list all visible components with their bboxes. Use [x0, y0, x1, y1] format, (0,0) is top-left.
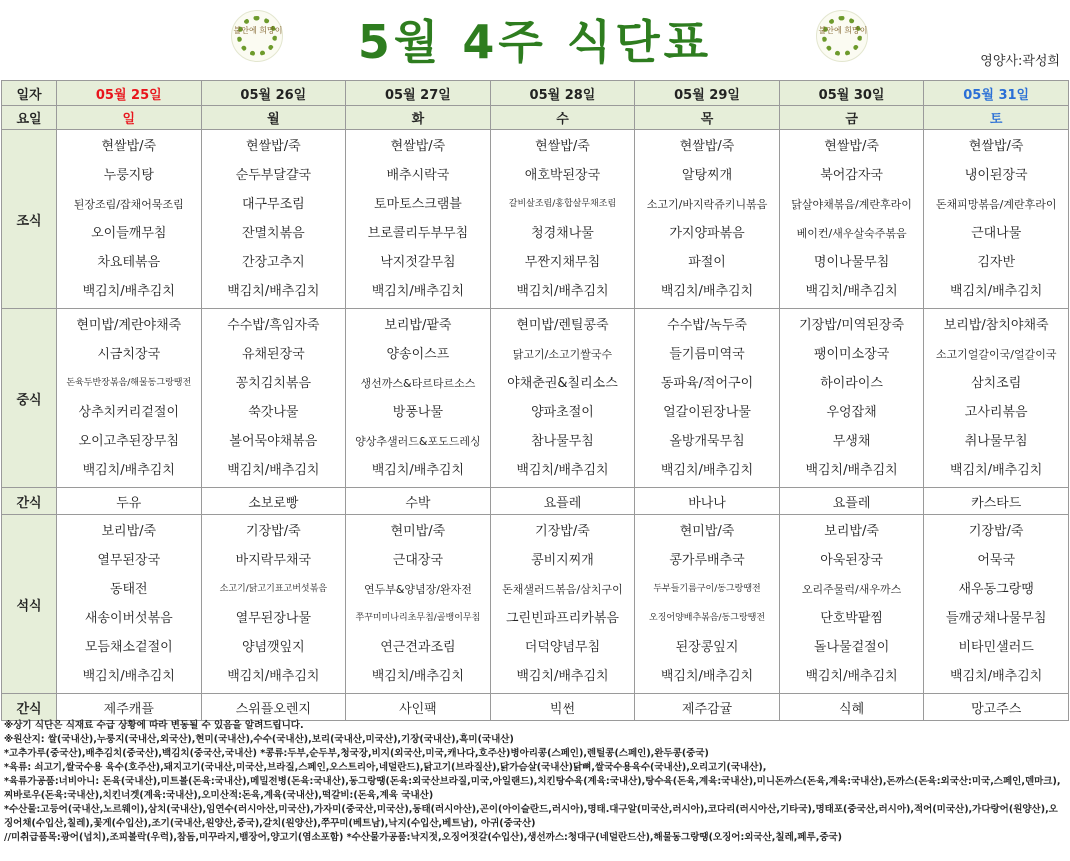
- menu-item: 보리밥/죽: [824, 524, 879, 539]
- menu-item: 백김치/배추김치: [227, 284, 320, 299]
- menu-item: 북어감자국: [820, 168, 883, 183]
- menu-item: 소고기/닭고기표고버섯볶음: [219, 584, 328, 594]
- menu-item: 취나물무침: [964, 434, 1028, 449]
- menu-item: 무짠지채무침: [524, 255, 601, 270]
- menu-item: 쑥갓나물: [248, 405, 299, 420]
- menu-item: 백김치/배추김치: [82, 463, 175, 478]
- menu-item: 쭈꾸미미나리초무침/골뱅이무침: [355, 613, 481, 623]
- meal-cell: [490, 130, 635, 309]
- menu-item: 백김치/배추김치: [805, 669, 898, 684]
- date-header: 05월 28일: [490, 81, 635, 106]
- menu-item: 닭살야채볶음/계란후라이: [791, 198, 912, 211]
- menu-item: 근대나물: [971, 226, 1022, 241]
- menu-item: 꽁치김치볶음: [235, 376, 312, 391]
- meal-cell: [635, 130, 780, 309]
- weekday-header: 금: [779, 106, 924, 130]
- menu-item: 열무된장나물: [235, 611, 312, 626]
- meal-cell: [490, 309, 635, 488]
- menu-item: 시금치장국: [97, 347, 161, 362]
- menu-item: 차요테볶음: [97, 255, 161, 270]
- snack-row: [2, 694, 1069, 721]
- row-label-day: 요일: [2, 106, 57, 130]
- breakfast-row: [2, 130, 1069, 309]
- row-label-lunch: 중식: [2, 309, 57, 488]
- menu-item: 하이라이스: [820, 376, 883, 391]
- dinner-row: [2, 515, 1069, 694]
- menu-item: 백김치/배추김치: [950, 669, 1043, 684]
- meal-cell: [779, 309, 924, 488]
- menu-item: 닭고기/소고기쌀국수: [512, 348, 613, 361]
- menu-item: 콩가루배추국: [669, 553, 745, 568]
- weekday-header: 목: [635, 106, 780, 130]
- snack-cell: 요플레: [779, 488, 924, 515]
- date-header: 05월 31일: [924, 81, 1069, 106]
- menu-item: 현쌀밥/죽: [535, 139, 590, 154]
- logo-text: 불안에 희망이: [233, 26, 283, 35]
- menu-item: 아욱된장국: [820, 553, 883, 568]
- menu-item: 현미밥/죽: [679, 524, 735, 539]
- menu-item: 간장고추지: [241, 255, 305, 270]
- menu-item: 현쌀밥/죽: [968, 139, 1024, 154]
- menu-item: 두부들기름구이/동그랑땡전: [653, 584, 761, 594]
- menu-item: 열무된장국: [97, 553, 161, 568]
- meal-cell: [924, 515, 1069, 694]
- menu-item: 현미밥/죽: [390, 524, 446, 539]
- lunch-row: [2, 309, 1069, 488]
- menu-item: 백김치/배추김치: [950, 463, 1043, 478]
- menu-item: 무생채: [832, 434, 871, 449]
- menu-item: 백김치/배추김치: [82, 284, 175, 299]
- weekday-header: 월: [201, 106, 346, 130]
- menu-item: 바지락무채국: [235, 553, 312, 568]
- note-line: //미취급품목:광어(넙치),조피볼락(우럭),참돔,미꾸라지,뱀장어,양고기(염소포함) *수산물가공품:낙지젓,오징어젓갈(수입산),생선까스:청대구(네덜란드산),해물동그랑땡(오징어:외국산,칠레,페루,중국): [4, 832, 843, 843]
- menu-item: 우엉잡채: [826, 405, 877, 420]
- menu-item: 동파육/적어구이: [660, 376, 754, 391]
- menu-item: 야채춘권&칠리소스: [507, 376, 618, 391]
- menu-item: 오징어양배추볶음/동그랑땡전: [649, 613, 766, 623]
- snack-cell: 사인팩: [346, 694, 491, 721]
- menu-item: 백김치/배추김치: [227, 669, 320, 684]
- snack-cell: 식혜: [779, 694, 924, 721]
- menu-item: 어묵국: [977, 553, 1016, 568]
- menu-table: [1, 80, 1069, 721]
- menu-item: 잔멸치볶음: [241, 226, 305, 241]
- menu-item: 양념깻잎지: [241, 640, 305, 655]
- menu-item: 소고기얼갈이국/얼갈이국: [935, 348, 1057, 361]
- menu-item: 보리밥/참치야채죽: [943, 318, 1049, 333]
- menu-item: 누룽지탕: [103, 168, 154, 183]
- menu-item: 현쌀밥/죽: [390, 139, 446, 154]
- day-row: [2, 106, 1069, 130]
- origin-notes: [4, 719, 1066, 845]
- menu-item: 백김치/배추김치: [82, 669, 175, 684]
- menu-item: 돈채샐러드볶음/삼치구이: [502, 583, 623, 596]
- menu-item: 알탕찌개: [681, 168, 733, 183]
- meal-cell: [57, 309, 202, 488]
- date-header: 05월 27일: [346, 81, 491, 106]
- header: [0, 0, 1070, 74]
- menu-item: 연두부&양념장/완자전: [363, 583, 472, 596]
- menu-item: 기장밥/미역된장죽: [799, 318, 905, 333]
- menu-item: 소고기/바지락쥬키니볶음: [646, 198, 768, 211]
- menu-item: 갈비살조림/홍합살무채조림: [508, 199, 617, 209]
- meal-cell: [346, 515, 491, 694]
- menu-item: 수수밥/흑임자죽: [227, 318, 320, 333]
- snack-cell: 망고주스: [924, 694, 1069, 721]
- menu-item: 가지양파볶음: [669, 226, 745, 241]
- menu-item: 근대장국: [392, 553, 444, 568]
- meal-cell: [635, 515, 780, 694]
- menu-item: 냉이된장국: [964, 168, 1028, 183]
- menu-item: 베이컨/새우살숙주볶음: [796, 227, 907, 240]
- row-label-breakfast: 조식: [2, 130, 57, 309]
- date-header: 05월 26일: [201, 81, 346, 106]
- menu-item: 오이고추된장무침: [78, 434, 180, 449]
- snack-cell: 제주캐플: [57, 694, 202, 721]
- note-line: ※원산지: 쌀(국내산),누룽지(국내산,외국산),현미(국내산),수수(국내산),보리(국내산,미국산),기장(국내산),흑미(국내산): [4, 734, 514, 745]
- menu-item: 방풍나물: [392, 405, 444, 420]
- meal-cell: [201, 515, 346, 694]
- weekday-header: 토: [924, 106, 1069, 130]
- row-label-date: 일자: [2, 81, 57, 106]
- menu-item: 백김치/배추김치: [660, 669, 754, 684]
- menu-item: 동태전: [109, 582, 148, 597]
- snack-cell: 수박: [346, 488, 491, 515]
- snack-cell: 제주감귤: [635, 694, 780, 721]
- note-line: *고추가루(중국산),배추김치(중국산),백김치(중국산,국내산) *콩류:두부,순두부,청국장,비지(외국산,미국,캐나다,호주산)병아리콩(스페인),렌틸콩(스페인),완두콩(중국): [4, 748, 709, 759]
- menu-item: 순두부달걀국: [235, 168, 312, 183]
- menu-item: 비타민샐러드: [958, 640, 1034, 655]
- meal-cell: [779, 130, 924, 309]
- menu-item: 애호박된장국: [524, 168, 601, 183]
- weekday-header: 수: [490, 106, 635, 130]
- menu-item: 현쌀밥/죽: [246, 139, 301, 154]
- menu-item: 보리밥/팥죽: [384, 318, 452, 333]
- snack-cell: 바나나: [635, 488, 780, 515]
- menu-item: 된장조림/잡채어묵조림: [73, 198, 184, 211]
- menu-item: 백김치/배추김치: [950, 284, 1043, 299]
- menu-item: 브로콜리두부무침: [367, 226, 469, 241]
- menu-item: 백김치/배추김치: [805, 284, 898, 299]
- menu-item: 콩비지찌개: [531, 553, 594, 568]
- menu-item: 팽이미소장국: [813, 347, 890, 362]
- menu-item: 새송이버섯볶음: [84, 611, 173, 626]
- date-row: [2, 81, 1069, 106]
- menu-item: 백김치/배추김치: [516, 669, 609, 684]
- menu-item: 양상추샐러드&포도드레싱: [355, 435, 481, 448]
- meal-cell: [346, 309, 491, 488]
- menu-item: 파절이: [688, 255, 726, 270]
- menu-item: 삼치조림: [971, 376, 1022, 391]
- logo-text: 불안에 희망이: [818, 26, 868, 35]
- meal-cell: [57, 130, 202, 309]
- menu-item: 상추치커리겉절이: [78, 405, 180, 420]
- date-header: 05월 25일: [57, 81, 202, 106]
- snack-cell: 요플레: [490, 488, 635, 515]
- menu-item: 볼어묵야채볶음: [229, 434, 318, 449]
- row-label-snack: 간식: [2, 488, 57, 515]
- row-label-dinner: 석식: [2, 515, 57, 694]
- meal-cell: [924, 130, 1069, 309]
- menu-item: 백김치/배추김치: [660, 463, 754, 478]
- note-line: ※상기 식단은 식재료 수급 상황에 따라 변동될 수 있음을 알려드립니다.: [4, 720, 304, 731]
- meal-cell: [346, 130, 491, 309]
- page-title: 5월 4주 식단표: [357, 15, 713, 69]
- menu-item: 돈채피망볶음/계란후라이: [935, 198, 1057, 211]
- menu-item: 기장밥/죽: [246, 524, 301, 539]
- menu-item: 백김치/배추김치: [660, 284, 754, 299]
- menu-item: 김자반: [977, 255, 1016, 270]
- menu-item: 대구무조림: [241, 197, 305, 212]
- menu-item: 백김치/배추김치: [227, 463, 320, 478]
- nutritionist-label: 영양사:곽성희: [980, 54, 1060, 69]
- menu-item: 배추시락국: [386, 168, 450, 183]
- menu-item: 올방개묵무침: [669, 434, 745, 449]
- menu-item: 현미밥/계란야채죽: [76, 318, 182, 333]
- meal-cell: [201, 130, 346, 309]
- menu-item: 백김치/배추김치: [371, 463, 465, 478]
- weekday-header: 일: [57, 106, 202, 130]
- menu-item: 현쌀밥/죽: [824, 139, 879, 154]
- menu-item: 오리주물럭/새우까스: [801, 583, 902, 596]
- menu-item: 토마토스크램블: [373, 197, 462, 212]
- note-line: *육류가공품:너비아니: 돈육(국내산),미트볼(돈육:국내산),메밀전병(돈육:국내산),동그랑땡(돈육:외국산브라질,미국,아일랜드),치킨탕수육(계육:국내산),탕수육(돈육,계육:국내산),미니돈까스(돈육,계육:국내산),돈까스(돈육:외국산:미국,스페인,덴마크),찌바로우(돈육:국내산),치킨너겟(계육:국내산),오미산적:돈육,계육(국내산),떡갈비:(돈육,계육 국내산): [4, 776, 1061, 801]
- note-line: *육류: 쇠고기,쌀국수용 육수(호주산),돼지고기(국내산,미국산,브라질,스페인,오스트리아,네덜란드),닭고기(브라질산),닭가슴살(국내산)닭뼈,쌀국수용육수(국내산),오리고기(국내산),: [4, 762, 767, 773]
- logo-emblem: [816, 10, 868, 62]
- menu-item: 생선까스&타르타르소스: [360, 377, 476, 390]
- menu-item: 연근견과조림: [380, 640, 456, 655]
- menu-item: 참나물무침: [531, 434, 594, 449]
- menu-item: 낙지젓갈무침: [380, 255, 456, 270]
- menu-item: 현쌀밥/죽: [101, 139, 157, 154]
- date-header: 05월 30일: [779, 81, 924, 106]
- menu-item: 오이들깨무침: [91, 226, 167, 241]
- menu-item: 백김치/배추김치: [516, 463, 609, 478]
- snack-cell: 스위플오렌지: [201, 694, 346, 721]
- menu-item: 보리밥/죽: [101, 524, 157, 539]
- menu-item: 현쌀밥/죽: [679, 139, 735, 154]
- menu-item: 백김치/배추김치: [805, 463, 898, 478]
- meal-cell: [57, 515, 202, 694]
- row-label-snack: 간식: [2, 694, 57, 721]
- menu-item: 된장콩잎지: [675, 640, 739, 655]
- menu-item: 들깨궁채나물무침: [945, 611, 1047, 626]
- menu-item: 돌나물겉절이: [813, 640, 890, 655]
- menu-item: 들기름미역국: [669, 347, 745, 362]
- snack-row: [2, 488, 1069, 515]
- menu-item: 새우동그랑땡: [958, 582, 1034, 597]
- snack-cell: 두유: [57, 488, 202, 515]
- menu-item: 돈육두반장볶음/해물동그랑땡전: [66, 378, 192, 388]
- meal-cell: [635, 309, 780, 488]
- laurel-icon: [822, 16, 862, 56]
- menu-item: 수수밥/녹두죽: [667, 318, 747, 333]
- snack-cell: 소보로빵: [201, 488, 346, 515]
- menu-item: 기장밥/죽: [968, 524, 1024, 539]
- menu-item: 모듬채소겉절이: [84, 640, 173, 655]
- menu-item: 양송이스프: [386, 347, 450, 362]
- menu-item: 백김치/배추김치: [371, 284, 465, 299]
- meal-cell: [490, 515, 635, 694]
- menu-item: 청경채나물: [531, 226, 594, 241]
- menu-item: 고사리볶음: [964, 405, 1028, 420]
- menu-item: 기장밥/죽: [535, 524, 590, 539]
- menu-item: 단호박팥찜: [820, 611, 883, 626]
- menu-item: 더덕양념무침: [524, 640, 601, 655]
- menu-item: 명이나물무침: [813, 255, 890, 270]
- snack-cell: 카스타드: [924, 488, 1069, 515]
- menu-item: 유채된장국: [241, 347, 305, 362]
- meal-cell: [924, 309, 1069, 488]
- menu-item: 얼갈이된장나물: [663, 405, 751, 420]
- meal-cell: [201, 309, 346, 488]
- menu-item: 백김치/배추김치: [371, 669, 465, 684]
- date-header: 05월 29일: [635, 81, 780, 106]
- snack-cell: 빅썬: [490, 694, 635, 721]
- weekday-header: 화: [346, 106, 491, 130]
- meal-cell: [779, 515, 924, 694]
- menu-item: 그린빈파프리카볶음: [505, 611, 619, 626]
- menu-item: 백김치/배추김치: [516, 284, 609, 299]
- note-line: *수산물:고등어(국내산,노르웨이),삼치(국내산),임연수(러시아산,미국산),가자미(중국산,미국산),동태(러시아산),곤이(아이슬란드,러시아),명태.대구알(미국산,러시아),코다리(러시아산,기타국),명태포(중국산,러시아),적어(미국산),가다랑어(원양산),오징어채(수입산,칠레),꽃게(수입산),조기(국내산,원양산,중국),갈치(원양산),쭈꾸미(베트남),낙지(수입산,베트남), 아귀(중국산): [4, 804, 1058, 829]
- menu-item: 양파초절이: [531, 405, 594, 420]
- menu-item: 현미밥/렌틸콩죽: [516, 318, 609, 333]
